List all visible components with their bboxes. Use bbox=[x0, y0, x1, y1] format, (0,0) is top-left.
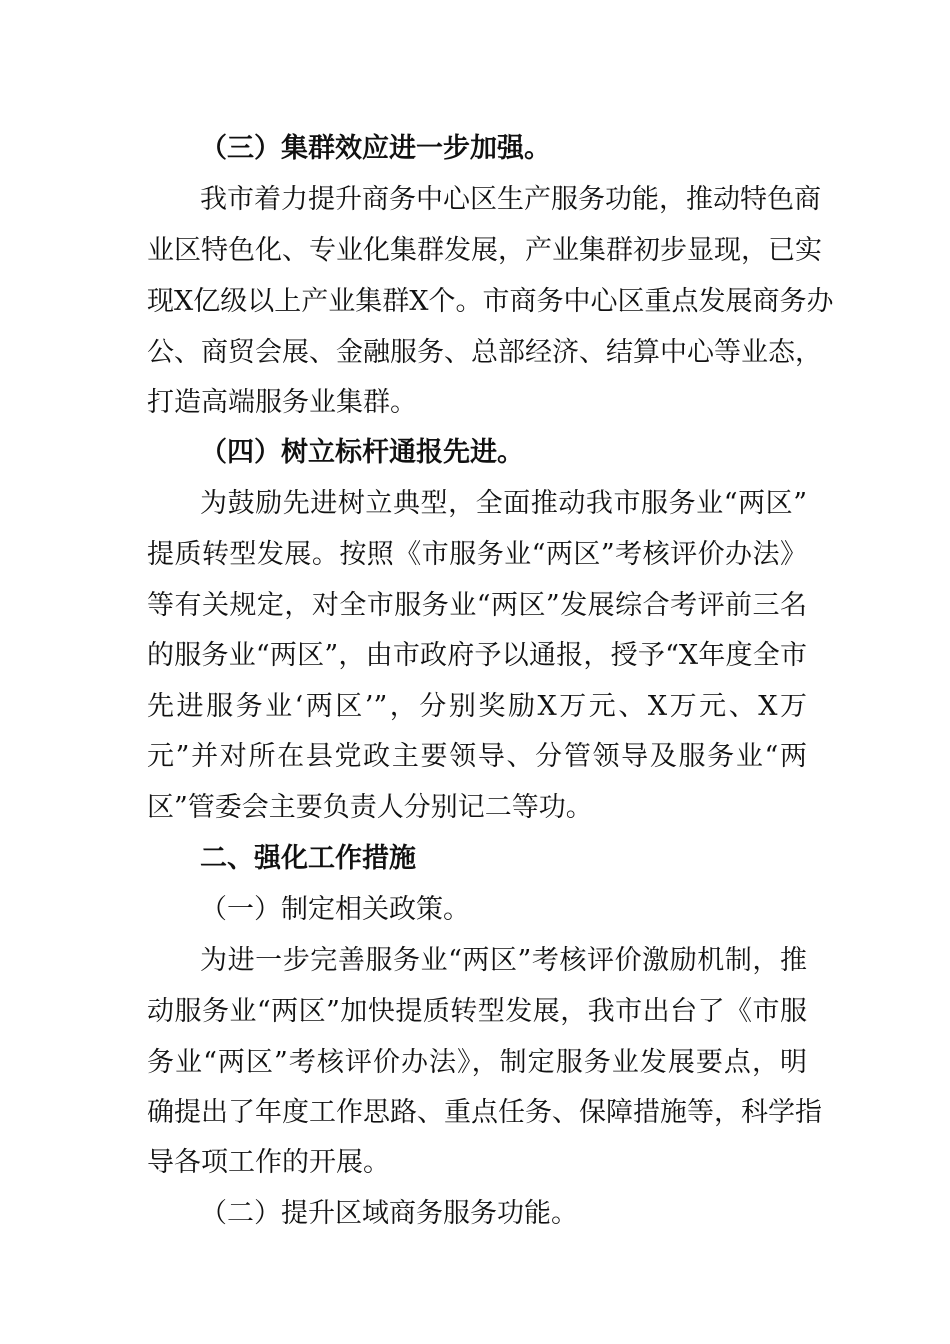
paragraph-line: 的服务业“两区”，由市政府予以通报，授予“X年度全市 bbox=[147, 640, 807, 671]
paragraph-line: 提质转型发展。按照《市服务业“两区”考核评价办法》 bbox=[147, 539, 807, 570]
part-two-title: 二、强化工作措施 bbox=[200, 843, 416, 874]
section-heading-4: （四）树立标杆通报先进。 bbox=[200, 437, 524, 468]
paragraph-line: 等有关规定，对全市服务业“两区”发展综合考评前三名 bbox=[147, 590, 807, 621]
paragraph-line: 区”管委会主要负责人分别记二等功。 bbox=[147, 792, 593, 823]
paragraph-line: 公、商贸会展、金融服务、总部经济、结算中心等业态， bbox=[147, 337, 822, 368]
paragraph-line: 动服务业“两区”加快提质转型发展，我市出台了《市服 bbox=[147, 996, 807, 1027]
paragraph-line: 打造高端服务业集群。 bbox=[147, 387, 417, 418]
paragraph-line: 导各项工作的开展。 bbox=[147, 1147, 390, 1178]
subsection-heading-1: （一）制定相关政策。 bbox=[200, 894, 470, 925]
paragraph-line: 先进服务业‘两区’”，分别奖励X万元、X万元、X万 bbox=[147, 691, 807, 722]
paragraph-line: 确提出了年度工作思路、重点任务、保障措施等，科学指 bbox=[147, 1097, 822, 1128]
paragraph-line: 我市着力提升商务中心区生产服务功能，推动特色商 bbox=[200, 184, 821, 215]
section-heading-3: （三）集群效应进一步加强。 bbox=[200, 133, 551, 164]
subsection-heading-2: （二）提升区域商务服务功能。 bbox=[200, 1198, 578, 1229]
paragraph-line: 务业“两区”考核评价办法》，制定服务业发展要点，明 bbox=[147, 1047, 807, 1078]
paragraph-line: 业区特色化、专业化集群发展，产业集群初步显现，已实 bbox=[147, 235, 822, 266]
paragraph-line: 元”并对所在县党政主要领导、分管领导及服务业“两 bbox=[147, 741, 807, 772]
paragraph-line: 为鼓励先进树立典型，全面推动我市服务业“两区” bbox=[200, 488, 807, 519]
paragraph-line: 为进一步完善服务业“两区”考核评价激励机制，推 bbox=[200, 945, 807, 976]
paragraph-line: 现X亿级以上产业集群X个。市商务中心区重点发展商务办 bbox=[147, 286, 834, 317]
